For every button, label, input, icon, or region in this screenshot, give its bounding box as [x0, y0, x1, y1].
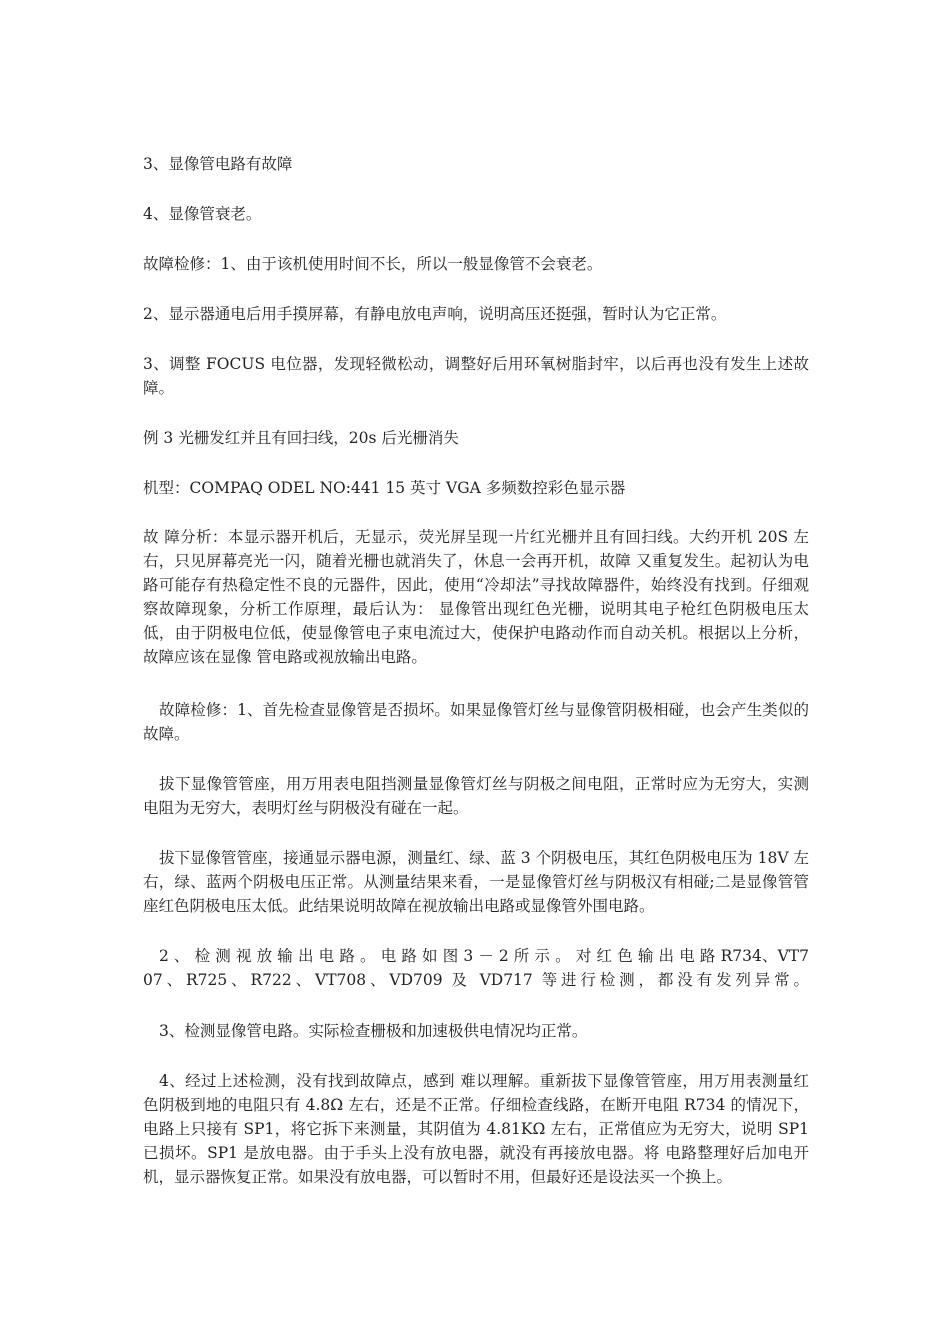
paragraph-repair-3: 3、调整 FOCUS 电位器，发现轻微松动，调整好后用环氧树脂封牢，以后再也没有发生上述故障。 [143, 355, 809, 397]
example-heading: 例 3 光栅发红并且有回扫线，20s 后光栅消失 [143, 429, 459, 447]
repair-step-2: 2 、 检 测 视 放 输 出 电 路 。 电 路 如 图 3 － 2 所 示 。 对 红 色 输 出 电 路 R734、VT707、R725、R722、VT708、VD709 及 VD717 等进行检测，都没有发列异常。 [143, 947, 809, 989]
repair-step-1: 故障检修：1、首先检查显像管是否损坏。如果显像管灯丝与显像管阴极相碰，也会产生类似的故障。 [143, 701, 809, 743]
repair-step-4: 4、经过上述检测，没有找到故障点，感到 难以理解。重新拔下显像管管座，用万用表测量红色阴极到地的电阻只有 4.8Ω 左右，还是不正常。仔细检查线路，在断开电阻 R734 的情况下，电路上只接有 SP1，将它拆下来测量，其阴值为 4.81KΩ 左右，正常值应为无穷大，说明 SP1 已损坏。SP1 是放电器。由于手头上没有放电器，就没有再接放电器。将 电路整理好后加电开机，显示器恢复正常。如果没有放电器，可以暂时不用，但最好还是设法买一个换上。 [143, 1072, 809, 1186]
model-line: 机型：COMPAQ ODEL NO:441 15 英寸 VGA 多频数控彩色显示器 [143, 479, 626, 497]
paragraph-repair-1: 故障检修：1、由于该机使用时间不长，所以一般显像管不会衰老。 [143, 255, 603, 273]
repair-step-1-detail-a: 拔下显像管管座，用万用表电阻挡测量显像管灯丝与阴极之间电阻，正常时应为无穷大，实测电阻为无穷大，表明灯丝与阴极没有碰在一起。 [143, 775, 809, 817]
repair-step-3: 3、检测显像管电路。实际检查栅极和加速极供电情况均正常。 [159, 1022, 588, 1040]
paragraph-fault-3: 3、显像管电路有故障 [143, 155, 293, 173]
paragraph-repair-2: 2、显示器通电后用手摸屏幕，有静电放电声响，说明高压还挺强，暂时认为它正常。 [143, 305, 727, 323]
fault-analysis-paragraph: 故 障分析：本显示器开机后，无显示，荧光屏呈现一片红光栅并且有回扫线。大约开机 20S 左右，只见屏幕亮光一闪，随着光栅也就消失了，休息一会再开机，故障 又重复发生。起初认为电路可能存有热稳定性不良的元器件，因此，使用“冷却法”寻找故障器件，始终没有找到。仔细观察故障现象，分析工作原理，最后认为： 显像管出现红色光栅，说明其电子枪红色阴极电压太低，由于阴极电位低，使显像管电子束电流过大，使保护电路动作而自动关机。根据以上分析，故障应该在显像 管电路或视放输出电路。 [143, 528, 809, 666]
repair-step-1-detail-b: 拔下显像管管座，接通显示器电源，测量红、绿、蓝 3 个阴极电压，其红色阴极电压为 18V 左右，绿、蓝两个阴极电压正常。从测量结果来看，一是显像管灯丝与阴极汉有相碰;二是显像管管座红色阴极电压太低。此结果说明故障在视放输出电路或显像管外围电路。 [143, 849, 809, 915]
paragraph-fault-4: 4、显像管衰老。 [143, 205, 262, 223]
